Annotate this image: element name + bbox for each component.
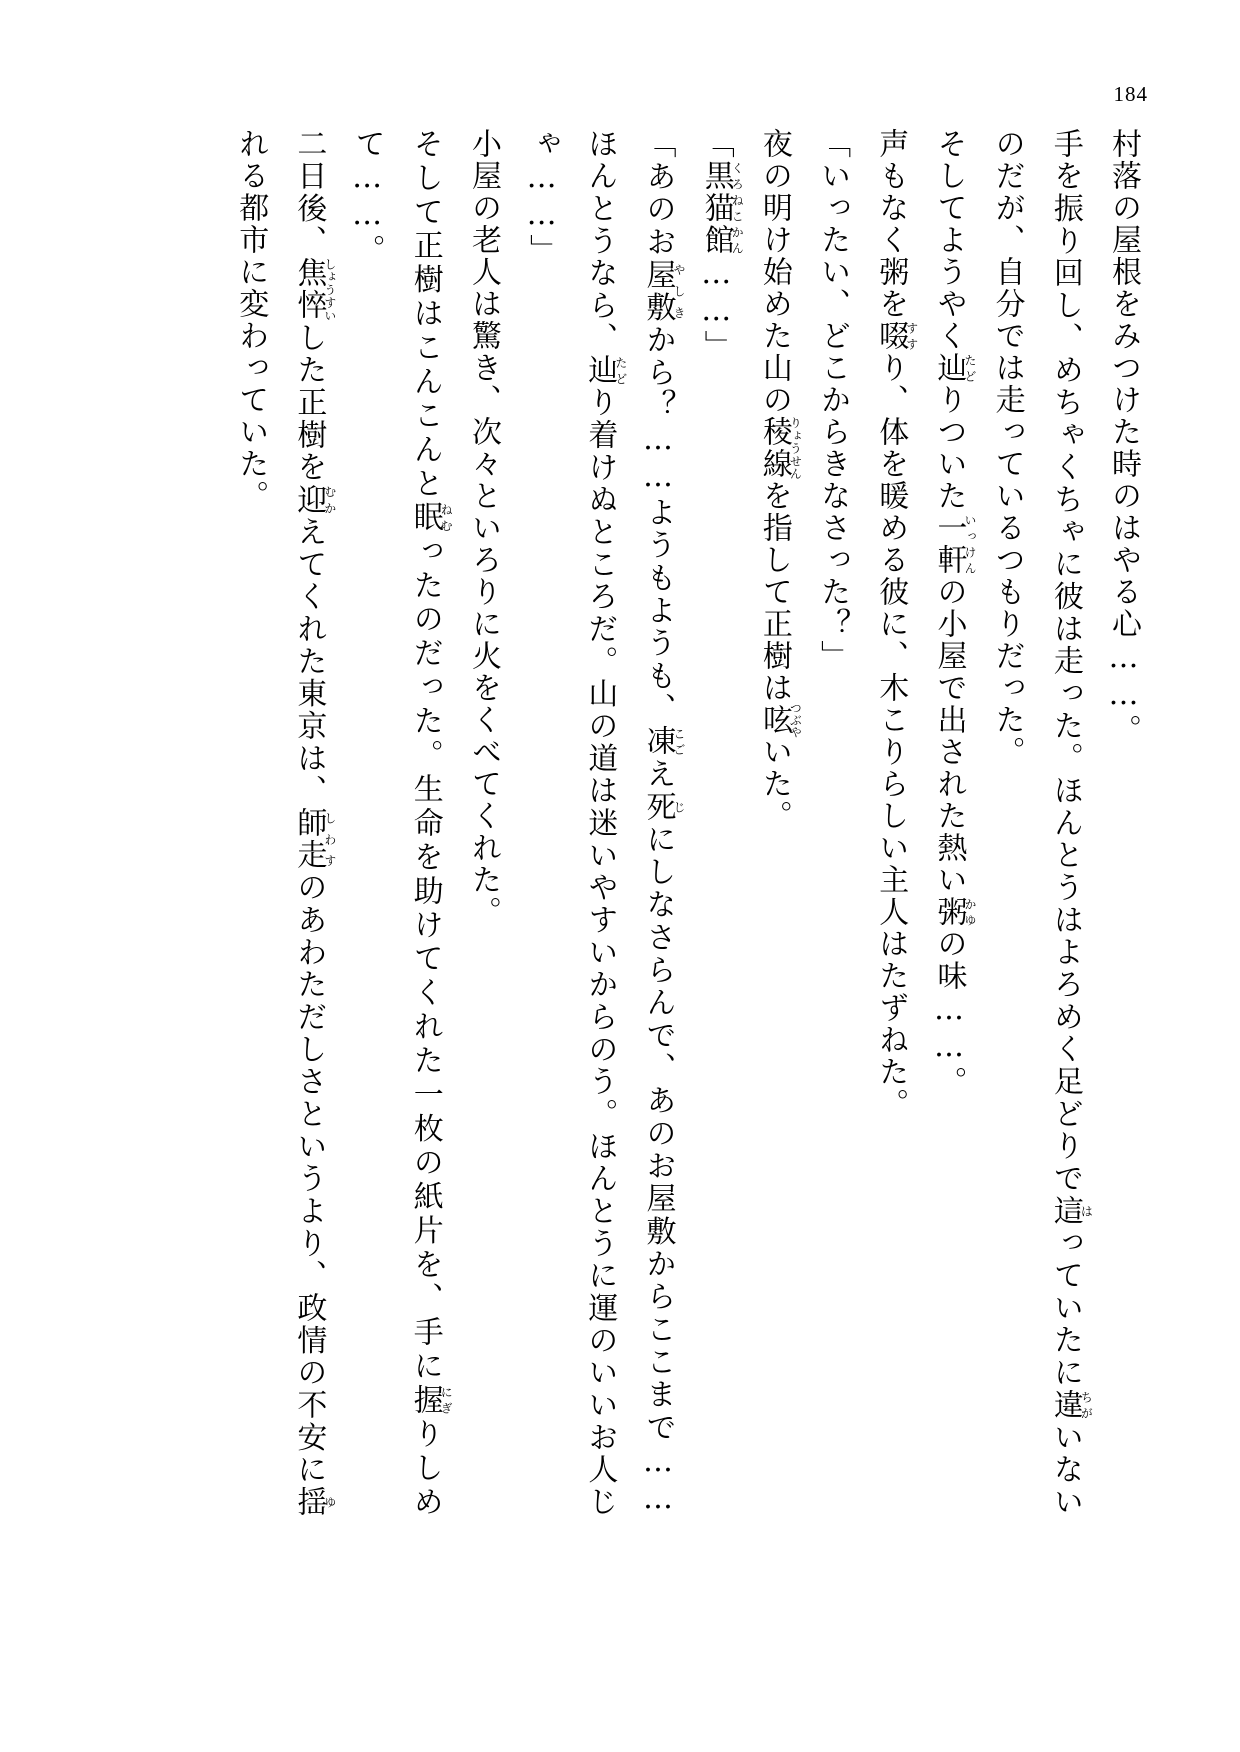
ruby-tado: 辿たど (931, 352, 977, 384)
ruby-hau: 這は (1047, 1195, 1094, 1228)
ruby-ikken: 一軒いっけん (931, 512, 977, 576)
ruby-chiga: 違ちが (1047, 1389, 1094, 1422)
ruby-muka: 迎むか (291, 483, 337, 517)
ruby-shousui: 焦悴しょうすい (291, 257, 337, 323)
page-body-text (110, 128, 1152, 1518)
paragraph: 「あのお屋敷やしきから？……ようもようも、凍こごえ死じにしなさらんで、あのお屋敷からここまで……ほんとうなら、辿たどり着けぬところだ。山の道は迷いやすいからのう。ほんとうに運のいいお人じゃ……」 (524, 128, 686, 1519)
page-number: 184 (1113, 82, 1148, 106)
ruby-kogo: 凍こご (640, 725, 686, 759)
paragraph: 声もなく粥を啜すすり、体を暖める彼に、木こりらしい主人はたずねた。 (873, 128, 919, 1120)
paragraph: 「黒猫館くろねこかん……」 (698, 128, 745, 362)
paragraph: 二日後、焦悴しょうすいした正樹を迎むかえてくれた東京は、師走しわすのあわただしさというより、政情の不安に揺ゆれる都市に変わっていた。 (233, 128, 337, 1519)
ruby-susu: 啜すす (873, 320, 919, 352)
ruby-yu: 揺ゆ (291, 1486, 337, 1519)
ruby-ryousen: 稜線りょうせん (756, 416, 803, 480)
ruby-tado2: 辿たど (582, 354, 628, 387)
ruby-ji: 死じ (640, 790, 686, 824)
paragraph: 小屋の老人は驚き、次々といろりに火をくべてくれた。 (465, 128, 501, 928)
ruby-kuronekokan: 黒猫館くろねこかん (698, 160, 745, 256)
paragraph: 手を振り回し、めちゃくちゃに彼は走った。ほんとうはよろめく足どりで這はっていたに違ちがいないのだが、自分では走っているつもりだった。 (989, 128, 1094, 1519)
ruby-yashiki: 屋敷やしき (640, 258, 686, 325)
paragraph: 夜の明け始めた山の稜線りょうせんを指して正樹は呟つぶやいた。 (756, 128, 803, 832)
ruby-shiwasu: 師走しわす (291, 807, 337, 872)
paragraph: そしてようやく辿たどりついた一軒いっけんの小屋で出された熱い粥かゆの味……。 (931, 128, 977, 1098)
ruby-tsubuya: 呟つぶや (756, 702, 803, 738)
paragraph: そして正樹はこんこんと眠ねむったのだった。生命を助けてくれた一枚の紙片を、手に握にぎりしめて……。 (349, 128, 454, 1519)
ruby-nemu: 眠ねむ (407, 501, 454, 536)
ruby-kayu: 粥かゆ (931, 896, 977, 928)
paragraph: 村落の屋根をみつけた時のはやる心……。 (1106, 128, 1141, 746)
ruby-nigi: 握にぎ (407, 1384, 454, 1419)
paragraph: 「いったい、どこからきなさった？」 (815, 128, 851, 672)
